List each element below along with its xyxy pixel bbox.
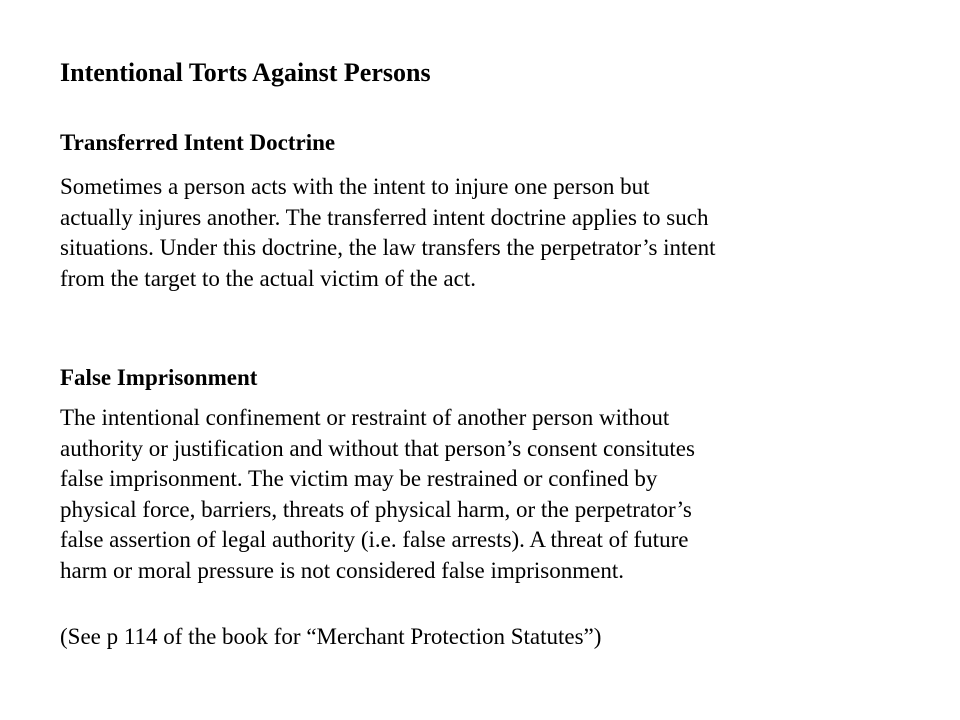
body-line: situations. Under this doctrine, the law transfers the perpetrator’s intent [60, 235, 716, 260]
body-line: actually injures another. The transferred intent doctrine applies to such [60, 204, 709, 230]
body-line: physical force, barriers, threats of physical harm, or the perpetrator’s [60, 496, 692, 522]
body-line: harm or moral pressure is not considered false imprisonment. [60, 557, 624, 583]
section-body-transferred-intent [60, 172, 910, 294]
section-body-false-imprisonment [60, 403, 910, 586]
slide [60, 0, 920, 720]
section-heading-transferred-intent: Transferred Intent Doctrine [60, 130, 336, 155]
body-line: The intentional confinement or restraint of another person without [60, 405, 670, 430]
body-line: false assertion of legal authority (i.e. false arrests). A threat of future [60, 527, 689, 552]
reference-note: (See p 114 of the book for “Merchant Protection Statutes”) [60, 624, 602, 649]
slide-title: Intentional Torts Against Persons [60, 58, 431, 87]
body-line: false imprisonment. The victim may be restrained or confined by [60, 466, 658, 491]
body-line: Sometimes a person acts with the intent to injure one person but [60, 174, 650, 199]
body-line: from the target to the actual victim of the act. [60, 265, 476, 291]
body-line: authority or justification and without that person’s consent consitutes [60, 435, 695, 461]
section-heading-false-imprisonment: False Imprisonment [60, 365, 258, 390]
